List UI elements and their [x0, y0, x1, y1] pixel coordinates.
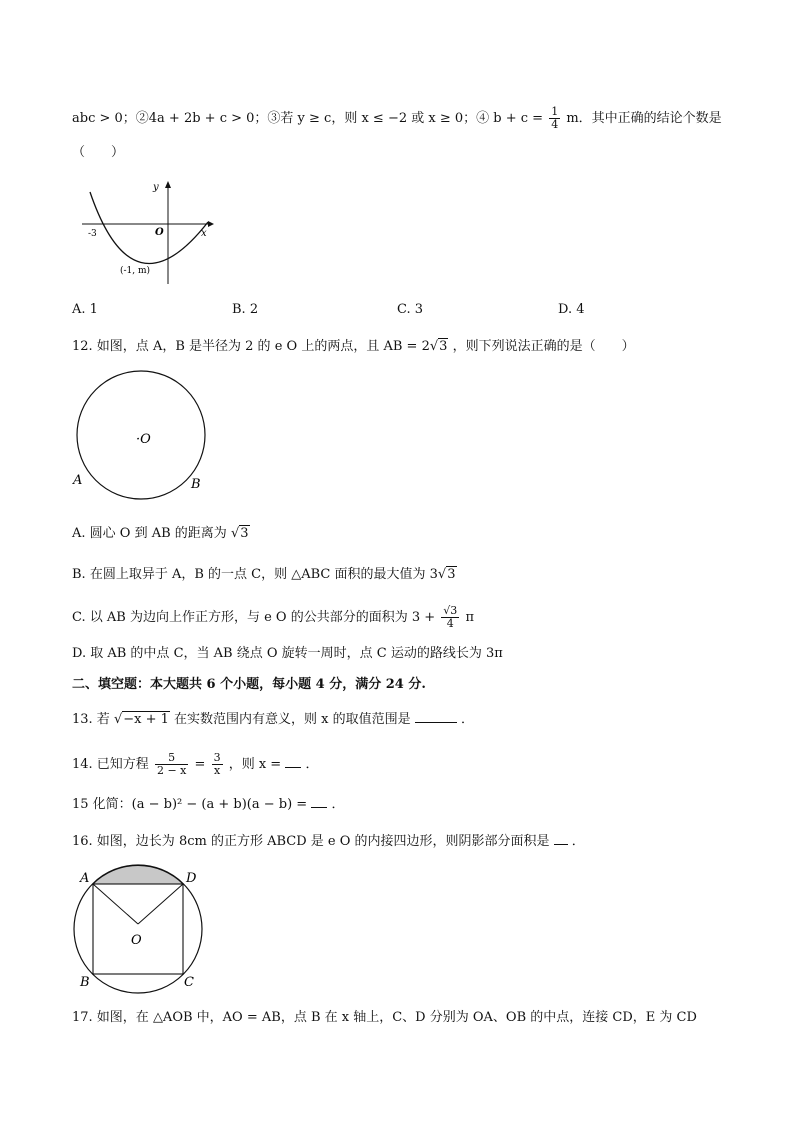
q11-x-label: x	[201, 228, 207, 239]
q12-stem-coef: 2	[421, 339, 430, 354]
q11-frac-numerator: 1	[551, 105, 559, 118]
q15-expression: 15 化简：(a − b)² − (a + b)(a − b) =	[72, 797, 308, 812]
q11-option-b: B. 2	[232, 302, 259, 317]
q15	[72, 795, 344, 815]
q16-label-a: A	[80, 871, 90, 886]
q16-period: ．	[571, 834, 585, 849]
q12-option-b-radicand: 3	[447, 567, 456, 582]
q11-fraction-one-quarter	[549, 106, 560, 131]
q13-radicand: −x + 1	[123, 712, 169, 727]
q11-vertex-label: (-1, m)	[120, 266, 151, 276]
q16-label-d: D	[186, 871, 197, 886]
q14-f2-num: 3	[213, 751, 221, 764]
q12-circle-figure	[68, 366, 218, 506]
q12-option-c-tail: π	[465, 610, 474, 625]
q11-option-d: D. 4	[558, 302, 585, 317]
q14-equals: =	[194, 757, 206, 772]
q12-option-c-frac-den: 4	[446, 617, 454, 630]
q14-part-a: 14. 已知方程	[72, 757, 149, 772]
q16-segment-oa	[93, 884, 138, 924]
q12-point-a-label: A	[73, 473, 83, 488]
q12-option-c	[72, 605, 474, 630]
q11-frac-denominator: 4	[551, 118, 559, 131]
q11-paren: （ ）	[72, 145, 125, 160]
q17: 17. 如图，在 △AOB 中，AO = AB，点 B 在 x 轴上，C、D 分别为 OA、OB 的中点，连接 CD，E 为 CD	[72, 1010, 697, 1025]
q11-y-label: y	[153, 182, 159, 193]
q14-part-b: ，则 x =	[228, 757, 282, 772]
q12-stem-radicand: 3	[439, 339, 448, 354]
q12-stem-part-c: ，则下列说法正确的是（ ）	[452, 339, 635, 354]
q14-f2-den: x	[213, 764, 221, 777]
q12-option-d: D. 取 AB 的中点 C，当 AB 绕点 O 旋转一周时，点 C 运动的路线长为 3π	[72, 646, 503, 661]
q16-square	[93, 884, 183, 974]
q16-text: 16. 如图，边长为 8cm 的正方形 ABCD 是 e O 的内接四边形，则阴影部分面积是	[72, 834, 550, 849]
q12-stem-part-a: 12. 如图，点 A，B 是半径为 2 的	[72, 339, 271, 354]
q15-answer-blank[interactable]	[311, 795, 327, 808]
q16	[72, 832, 585, 852]
q14	[72, 752, 319, 777]
q11-y-arrow-icon	[165, 181, 171, 188]
q12-option-b-coef: 3	[429, 567, 438, 582]
q14-fraction-2	[212, 752, 223, 777]
q11-option-a: A. 1	[72, 302, 98, 317]
q14-answer-blank[interactable]	[285, 755, 301, 768]
q14-f1-den: 2 − x	[156, 764, 187, 777]
q12-stem-part-b: 上的两点，且 AB =	[301, 339, 418, 354]
q12-option-c-text: C. 以 AB 为边向上作正方形，与 e O 的公共部分的面积为 3 +	[72, 610, 436, 625]
q12-point-b-label: B	[191, 477, 201, 492]
q16-label-b: B	[80, 975, 90, 990]
q12-circle-symbol: e O	[274, 339, 298, 354]
q16-shaded-segment	[93, 866, 183, 884]
q16-segment-od	[138, 884, 183, 924]
q12-option-a-text: A. 圆心 O 到 AB 的距离为	[72, 526, 227, 541]
q14-f1-num: 5	[155, 752, 188, 765]
q13-period: ．	[460, 712, 474, 727]
q11-parabola-curve	[90, 192, 208, 264]
q11-minus3-label: -3	[88, 229, 97, 239]
q12-option-c-frac-num: √3	[443, 604, 458, 617]
q11-option-c: C. 3	[397, 302, 424, 317]
q14-fraction-1	[155, 752, 188, 777]
q11-conditions-tail: m．其中正确的结论个数是	[566, 111, 722, 126]
q15-period: ．	[331, 797, 345, 812]
q12-option-a-radicand: 3	[240, 526, 249, 541]
q12-option-c-fraction	[441, 605, 459, 630]
q16-inscribed-square-figure	[68, 864, 218, 994]
q11-x-arrow-icon	[208, 221, 214, 227]
section-2-title: 二、填空题：本大题共 6 个小题，每小题 4 分，满分 24 分.	[72, 677, 426, 692]
q12-option-b: B. 在圆上取异于 A，B 的一点 C，则 △ABC 面积的最大值为 3√3	[72, 567, 456, 582]
q13-part-b: 在实数范围内有意义，则 x 的取值范围是	[174, 712, 411, 727]
q11-conditions-line	[72, 106, 722, 131]
q11-conditions-text: abc > 0；②4a + 2b + c > 0；③若 y ≥ c，则 x ≤ −2 或 x ≥ 0；④ b + c =	[72, 111, 544, 126]
q13-answer-blank[interactable]	[415, 710, 457, 723]
q13-part-a: 13. 若	[72, 712, 110, 727]
q16-label-c: C	[184, 975, 194, 990]
q16-answer-blank[interactable]	[554, 832, 568, 845]
q11-parabola-graph	[78, 178, 218, 288]
q14-period: ．	[305, 757, 319, 772]
q12-stem: 12. 如图，点 A，B 是半径为 2 的 e O 上的两点，且 AB = 2√3 ，则下列说法正确的是（ ）	[72, 339, 635, 354]
q12-center-label: ·O	[136, 432, 151, 447]
q12-option-b-text: B. 在圆上取异于 A，B 的一点 C，则 △ABC 面积的最大值为	[72, 567, 426, 582]
q12-option-a: A. 圆心 O 到 AB 的距离为 √3	[72, 526, 249, 541]
q16-label-o: O	[131, 933, 142, 948]
q11-origin-label: O	[155, 227, 164, 238]
q13: 13. 若 √−x + 1 在实数范围内有意义，则 x 的取值范围是 ．	[72, 712, 474, 727]
